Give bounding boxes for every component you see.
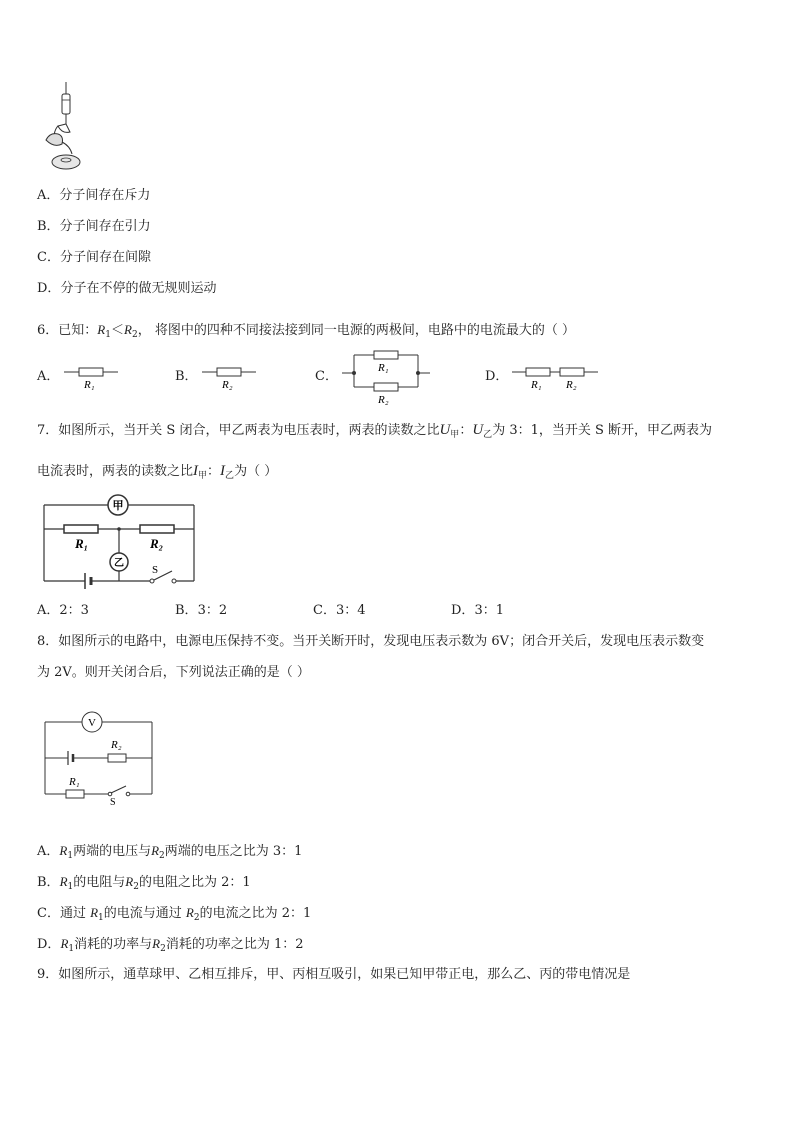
q7-option-a: A．2：3 <box>37 603 89 618</box>
q5-figure <box>36 80 86 175</box>
q7-switch-label: S <box>152 564 159 576</box>
q6-figure-c <box>340 344 432 406</box>
q7-option-d: D．3：1 <box>451 603 504 618</box>
q8-voltmeter-label: V <box>88 717 96 729</box>
q5-option-c: C．分子间存在间隙 <box>37 250 151 265</box>
q8-r2-label: R₂ <box>111 739 122 751</box>
q8-option-a: A．$R_1$两端的电压与$R_2$两端的电压之比为 3：1 <box>37 843 303 861</box>
q6-figure-a <box>62 362 122 392</box>
q8-stem-line2: 为 2V。则开关闭合后，下列说法正确的是（ ） <box>37 665 310 680</box>
q6-option-c-letter: C． <box>315 369 338 384</box>
q6-c-label-2: R₂ <box>378 394 389 406</box>
q5-option-b: B．分子间存在引力 <box>37 219 151 234</box>
q6-a-label: R₁ <box>84 379 95 391</box>
q8-option-c: C．通过 $R_1$的电流与通过 $R_2$的电流之比为 2：1 <box>37 905 312 923</box>
q7-circuit <box>40 493 198 585</box>
q6-d-label-2: R₂ <box>566 379 577 391</box>
q5-option-a: A．分子间存在斥力 <box>37 188 151 203</box>
q5-option-d: D．分子在不停的做无规则运动 <box>37 281 217 296</box>
q7-r1-label: R₁ <box>75 536 89 551</box>
q6-option-d-letter: D． <box>485 369 509 384</box>
q7-meter-jia: 甲 <box>112 500 124 512</box>
q9-stem: 9．如图所示，通草球甲、乙相互排斥，甲、丙相互吸引，如果已知甲带正电，那么乙、丙的带电情况是 <box>37 967 631 982</box>
q8-r1-label: R₁ <box>69 776 80 788</box>
q7-meter-yi: 乙 <box>114 558 124 569</box>
q7-option-b: B．3：2 <box>175 603 228 618</box>
q6-b-label: R₂ <box>222 379 233 391</box>
q8-circuit <box>42 708 158 808</box>
q8-switch-label: S <box>110 797 116 808</box>
q7-stem-line2: 电流表时，两表的读数之比$I_甲$：$I_乙$为（ ） <box>37 463 278 481</box>
q6-stem: 6．已知：$R_1<R_2$， 将图中的四种不同接法接到同一电源的两极间，电路中的电流最大的（ ） <box>37 322 575 340</box>
q8-option-b: B．$R_1$的电阻与$R_2$的电阻之比为 2：1 <box>37 874 251 892</box>
q6-option-b-letter: B． <box>175 369 198 384</box>
q8-option-d: D．$R_1$消耗的功率与$R_2$消耗的功率之比为 1：2 <box>37 936 304 954</box>
q6-figure-b <box>200 362 260 392</box>
q6-c-label-1: R₁ <box>378 362 389 374</box>
q6-figure-d <box>510 362 602 392</box>
q8-stem-line1: 8．如图所示的电路中，电源电压保持不变。当开关断开时，发现电压表示数为 6V；闭合开关后，发现电压表示数变 <box>37 634 705 649</box>
q6-d-label-1: R₁ <box>531 379 542 391</box>
q6-option-a-letter: A． <box>37 369 60 384</box>
q7-option-c: C．3：4 <box>313 603 366 618</box>
q7-r2-label: R₂ <box>150 536 164 551</box>
q7-stem-line1: 7．如图所示，当开关 S 闭合，甲乙两表为电压表时，两表的读数之比$U_甲$：$U_乙$为 3：1，当开关 S 断开，甲乙两表为 <box>37 422 713 440</box>
